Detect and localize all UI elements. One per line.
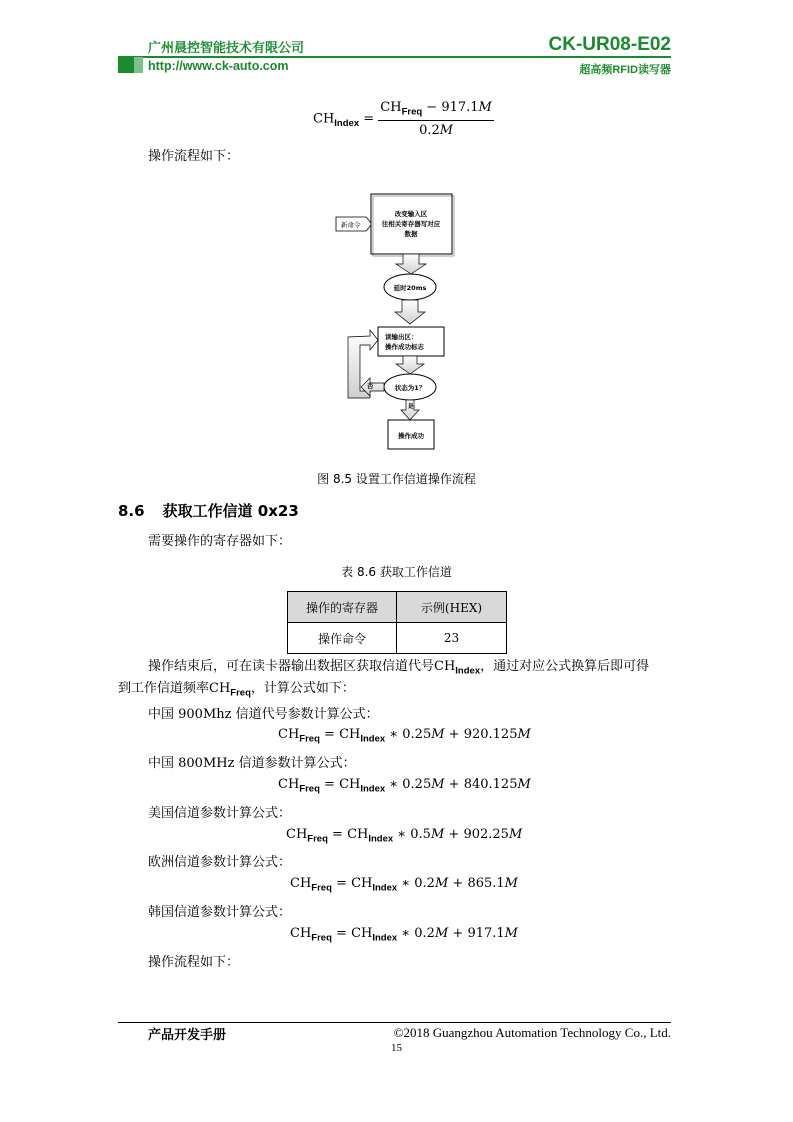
svg-text:操作成功: 操作成功	[398, 432, 424, 440]
svg-text:状态为1？: 状态为1？	[394, 384, 426, 392]
formula-label-cn800: 中国 800MHz 信道参数计算公式：	[148, 756, 356, 771]
formula-label-kr: 韩国信道参数计算公式：	[148, 905, 292, 920]
svg-text:读输出区：: 读输出区：	[385, 333, 418, 341]
footer-manual-title: 产品开发手册	[148, 1028, 227, 1043]
new-command-label: 新命令	[341, 221, 361, 229]
svg-text:改变输入区: 改变输入区	[394, 210, 428, 218]
formula-index: $CH_{Index}$ = $\frac{CH_{Freq} - 917.1M}{0.2M}$	[313, 100, 492, 138]
paragraph-line-2: 到工作信道频率$CH_{Freq}$，计算公式如下：	[118, 681, 355, 699]
formula-cn900: $CH_{Freq} = CH_{Index}$ ∗ 0.25M + 920.125M	[278, 727, 531, 745]
section-heading: 8.6 获取工作信道 0x23	[118, 502, 299, 520]
header-rule	[118, 56, 671, 58]
yes-arrow	[401, 400, 419, 420]
figure-caption: 图 8.5 设置工作信道操作流程	[317, 472, 476, 486]
footer-copyright: ©2018 Guangzhou Automation Technology Co., Ltd.	[393, 1025, 671, 1040]
svg-text:是: 是	[408, 404, 414, 410]
read-output-box	[378, 327, 444, 356]
table-caption: 表 8.6 获取工作信道	[341, 565, 452, 579]
flow-intro-2: 操作流程如下：	[148, 955, 240, 970]
svg-text:往相关寄存器写对应: 往相关寄存器写对应	[381, 220, 441, 228]
page-number: 15	[391, 1042, 402, 1054]
formula-label-eu: 欧洲信道参数计算公式：	[148, 855, 292, 870]
arrow-down-1	[396, 254, 426, 274]
svg-text:延时20ms: 延时20ms	[393, 284, 427, 292]
company-url[interactable]: http://www.ck-auto.com	[148, 59, 289, 73]
registers-intro: 需要操作的寄存器如下：	[148, 534, 292, 549]
paragraph-line-1: 操作结束后，可在读卡器输出数据区获取信道代号$CH_{Index}$，通过对应公式换算后即可得	[148, 659, 650, 677]
arrow-down-3	[396, 356, 424, 374]
svg-text:数据: 数据	[404, 230, 418, 238]
footer-rule	[118, 1022, 671, 1023]
formula-label-us: 美国信道参数计算公式：	[148, 806, 292, 821]
svg-text:否: 否	[367, 382, 374, 390]
table-header-cell: 操作的寄存器	[288, 592, 397, 623]
register-table	[287, 591, 507, 654]
table-header-row	[288, 592, 507, 623]
formula-kr: $CH_{Freq} = CH_{Index}$ ∗ 0.2M + 917.1M	[290, 926, 518, 944]
header-logo-block-light	[134, 57, 143, 73]
flowchart	[330, 188, 480, 458]
formula-us: $CH_{Freq} = CH_{Index}$ ∗ 0.5M + 902.25M	[286, 827, 523, 845]
table-cell: 操作命令	[288, 623, 397, 654]
header-logo-block	[118, 57, 134, 73]
table-cell: 23	[397, 623, 507, 654]
svg-text:操作成功标志: 操作成功标志	[385, 343, 424, 351]
flow-intro-1: 操作流程如下：	[148, 149, 240, 164]
table-header-cell: 示例(HEX)	[397, 592, 507, 623]
product-subtitle: 超高频RFID读写器	[579, 64, 671, 76]
formula-label-cn900: 中国 900Mhz 信道代号参数计算公式：	[148, 707, 379, 722]
formula-cn800: $CH_{Freq} = CH_{Index}$ ∗ 0.25M + 840.125M	[278, 777, 531, 795]
table-row	[288, 623, 507, 654]
formula-eu: $CH_{Freq} = CH_{Index}$ ∗ 0.2M + 865.1M	[290, 876, 518, 894]
arrow-down-2	[395, 300, 425, 324]
model-number: CK-UR08-E02	[548, 34, 671, 55]
company-name: 广州晨控智能技术有限公司	[148, 40, 305, 55]
